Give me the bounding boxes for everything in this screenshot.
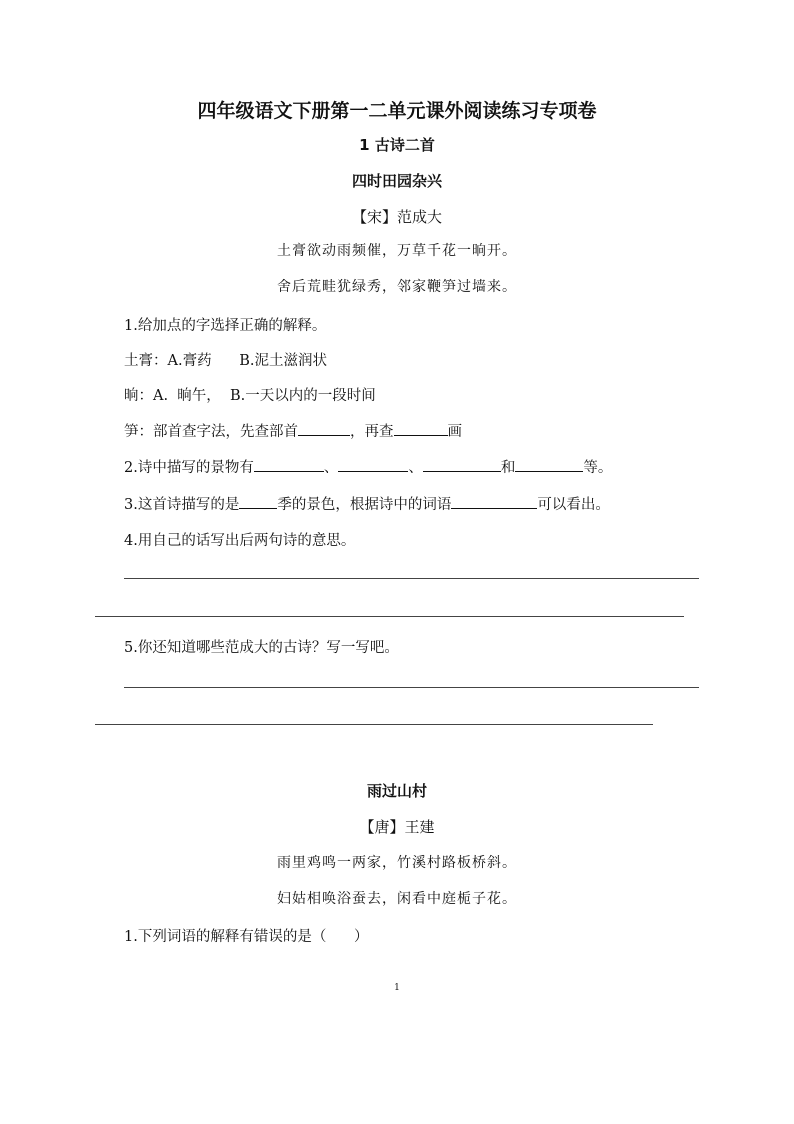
answer-blank[interactable]: [451, 494, 537, 509]
q1c-prefix: 笋：部首查字法，先查部首: [124, 424, 298, 440]
q3-prefix: 3.这首诗描写的是: [124, 497, 240, 513]
poem2-line-2: 妇姑相唤浴蚕去，闲看中庭栀子花。: [277, 891, 517, 907]
poem1-title: 四时田园杂兴: [351, 172, 442, 190]
answer-blank[interactable]: [423, 457, 501, 472]
question-3: [124, 493, 610, 514]
poem1-line-2: 舍后荒畦犹绿秀，邻家鞭笋过墙来。: [277, 279, 517, 295]
poem2-question-1: 1.下列词语的解释有错误的是（ ）: [124, 929, 369, 945]
q3-suffix: 可以看出。: [537, 497, 610, 513]
poem1-line-1: 土膏欲动雨频催，万草千花一晌开。: [277, 243, 517, 259]
question-1-option-b: 晌：A. 晌午， B.一天以内的一段时间: [124, 388, 376, 404]
question-5: 5.你还知道哪些范成大的古诗？写一写吧。: [124, 640, 399, 656]
page-number: 1: [394, 983, 400, 993]
answer-blank[interactable]: [239, 494, 277, 509]
q2-suffix: 等。: [583, 460, 613, 476]
answer-line[interactable]: [124, 578, 699, 579]
question-2: [124, 456, 612, 477]
poem1-author: 【宋】范成大: [351, 208, 442, 226]
q2-and: 和: [500, 460, 516, 476]
poem2-line-1: 雨里鸡鸣一两家，竹溪村路板桥斜。: [277, 855, 517, 871]
answer-blank[interactable]: [338, 457, 408, 472]
question-4: 4.用自己的话写出后两句诗的意思。: [124, 533, 356, 549]
q1c-suffix: 画: [447, 424, 462, 440]
q1c-middle: ，再查: [350, 424, 394, 440]
document-title: 四年级语文下册第一二单元课外阅读练习专项卷: [197, 100, 597, 122]
question-1: 1.给加点的字选择正确的解释。: [124, 318, 327, 334]
answer-blank[interactable]: [298, 421, 350, 436]
section-heading: 1 古诗二首: [359, 136, 435, 154]
poem2-title: 雨过山村: [366, 782, 427, 800]
answer-blank[interactable]: [394, 421, 448, 436]
q3-middle: 季的景色，根据诗中的词语: [277, 497, 452, 513]
answer-line[interactable]: [95, 616, 684, 617]
answer-blank[interactable]: [254, 457, 324, 472]
q2-prefix: 2.诗中描写的景物有: [124, 460, 254, 476]
answer-line[interactable]: [124, 687, 699, 688]
answer-line[interactable]: [95, 724, 653, 725]
question-1-option-c: [124, 420, 462, 441]
question-1-option-a: 土膏：A.膏药 B.泥土滋润状: [124, 353, 327, 369]
q2-sep-2: 、: [408, 460, 423, 476]
q2-sep-1: 、: [323, 460, 339, 476]
poem2-author: 【唐】王建: [359, 818, 435, 836]
answer-blank[interactable]: [515, 457, 583, 472]
